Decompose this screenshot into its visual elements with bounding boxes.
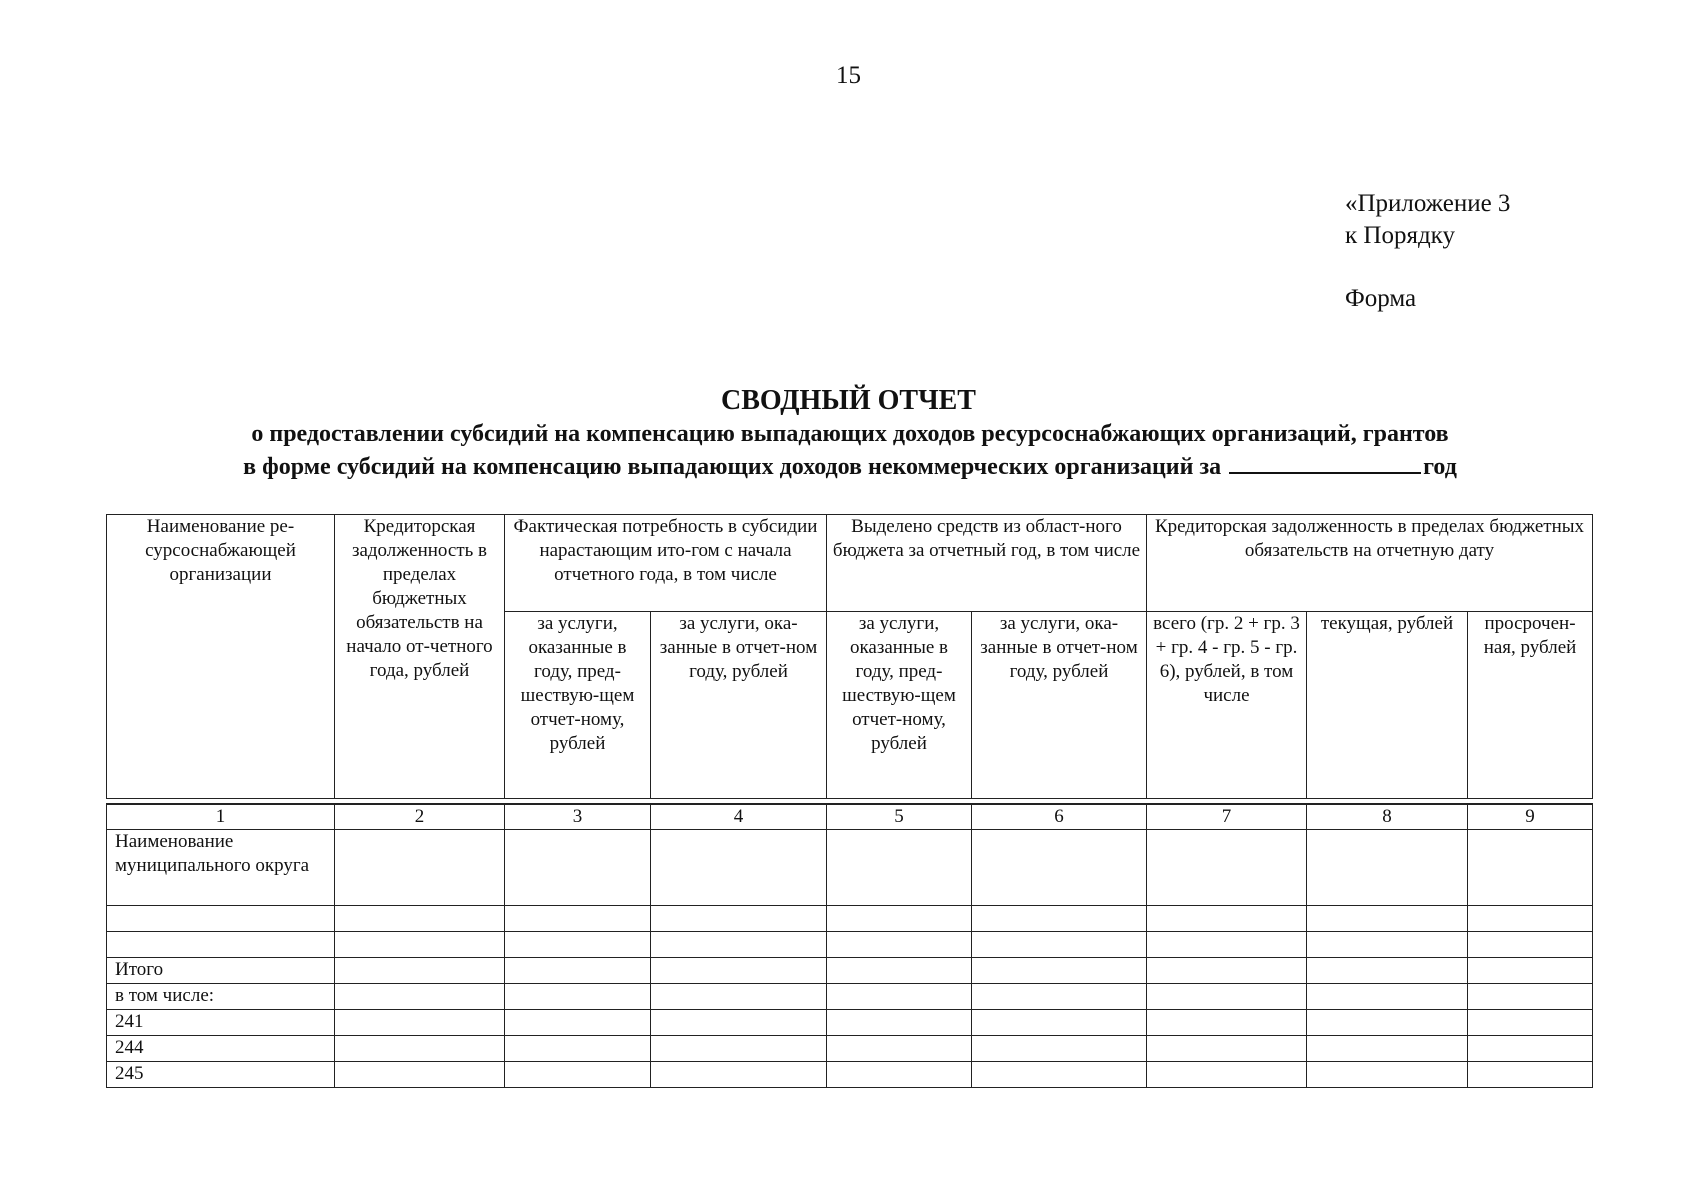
table-cell[interactable]: [1147, 958, 1307, 984]
header-group-debt-current: Кредиторская задолженность в пределах бюджетных обязательств на отчетную дату: [1147, 515, 1593, 612]
table-row: [107, 984, 1593, 1010]
table-cell[interactable]: [827, 958, 972, 984]
table-cell[interactable]: [505, 958, 651, 984]
table-cell[interactable]: [1307, 906, 1468, 932]
column-number: 7: [1147, 804, 1307, 830]
table-cell[interactable]: [972, 1010, 1147, 1036]
table-cell[interactable]: [505, 830, 651, 906]
report-body-table: [106, 803, 1593, 1088]
report-header-table: [106, 514, 1593, 799]
column-number: 4: [651, 804, 827, 830]
table-cell[interactable]: [827, 984, 972, 1010]
table-cell[interactable]: [1468, 1036, 1593, 1062]
header-group-actual-need: Фактическая потребность в субсидии нарастающим ито-гом с начала отчетного года, в том числе: [505, 515, 827, 612]
column-number: 9: [1468, 804, 1593, 830]
report-title: СВОДНЫЙ ОТЧЕТ: [721, 385, 976, 416]
table-row: [107, 1062, 1593, 1088]
table-row: [107, 1010, 1593, 1036]
header-debt-current: текущая, рублей: [1307, 612, 1468, 799]
table-cell[interactable]: [335, 1010, 505, 1036]
table-cell[interactable]: [1147, 906, 1307, 932]
table-cell[interactable]: [651, 1062, 827, 1088]
year-blank-field[interactable]: [1229, 450, 1421, 474]
table-cell[interactable]: [1147, 1010, 1307, 1036]
column-number-row: [107, 804, 1593, 830]
table-cell[interactable]: [972, 932, 1147, 958]
header-group-allocated: Выделено средств из област-ного бюджета за отчетный год, в том числе: [827, 515, 1147, 612]
table-cell[interactable]: [827, 1010, 972, 1036]
subtitle-line-1: о предоставлении субсидий на компенсацию выпадающих доходов ресурсоснабжающих организаций, грантов: [251, 421, 1449, 447]
table-cell[interactable]: [1147, 932, 1307, 958]
table-cell[interactable]: [1468, 906, 1593, 932]
header-allocated-current-year: за услуги, ока-занные в отчет-ном году, рублей: [972, 612, 1147, 799]
table-cell[interactable]: [335, 932, 505, 958]
table-cell[interactable]: [1307, 984, 1468, 1010]
subtitle-line-2-prefix: в форме субсидий на компенсацию выпадающих доходов некоммерческих организаций за: [243, 454, 1222, 480]
table-cell[interactable]: [1307, 958, 1468, 984]
table-cell[interactable]: [335, 958, 505, 984]
table-cell[interactable]: [1468, 932, 1593, 958]
column-number: 8: [1307, 804, 1468, 830]
table-cell[interactable]: [972, 958, 1147, 984]
table-cell[interactable]: [1307, 1036, 1468, 1062]
table-row: [107, 906, 1593, 932]
report-subtitle: [100, 418, 1600, 483]
table-cell[interactable]: [1468, 1062, 1593, 1088]
table-cell[interactable]: [972, 1062, 1147, 1088]
row-label-blank: [107, 906, 335, 932]
table-cell[interactable]: [1147, 1062, 1307, 1088]
appendix-line-1: «Приложение 3: [1345, 190, 1511, 217]
table-cell[interactable]: [1468, 984, 1593, 1010]
table-cell[interactable]: [651, 830, 827, 906]
table-row: [107, 830, 1593, 906]
header-actual-current-year: за услуги, ока-занные в отчет-ном году, рублей: [651, 612, 827, 799]
table-cell[interactable]: [1307, 1010, 1468, 1036]
table-cell[interactable]: [335, 984, 505, 1010]
row-label-code-244: 244: [107, 1036, 335, 1062]
table-cell[interactable]: [972, 1036, 1147, 1062]
row-label-total: Итого: [107, 958, 335, 984]
header-debt-total: всего (гр. 2 + гр. 3 + гр. 4 - гр. 5 - гр. 6), рублей, в том числе: [1147, 612, 1307, 799]
table-cell[interactable]: [1147, 984, 1307, 1010]
table-cell[interactable]: [1147, 1036, 1307, 1062]
table-cell[interactable]: [972, 906, 1147, 932]
header-debt-start: Кредиторская задолженность в пределах бюджетных обязательств на начало от-четного года, рублей: [335, 515, 505, 799]
table-cell[interactable]: [505, 1036, 651, 1062]
table-cell[interactable]: [651, 932, 827, 958]
column-number: 6: [972, 804, 1147, 830]
table-cell[interactable]: [505, 932, 651, 958]
column-number: 5: [827, 804, 972, 830]
table-cell[interactable]: [335, 1036, 505, 1062]
header-allocated-prev-year: за услуги, оказанные в году, пред-шествую-щем отчет-ному, рублей: [827, 612, 972, 799]
table-cell[interactable]: [827, 1062, 972, 1088]
appendix-line-2: к Порядку: [1345, 222, 1455, 249]
table-cell[interactable]: [827, 1036, 972, 1062]
table-cell[interactable]: [651, 906, 827, 932]
table-cell[interactable]: [1147, 830, 1307, 906]
row-label-municipal-district: Наименование муниципального округа: [107, 830, 335, 906]
appendix-reference: [1345, 188, 1510, 252]
table-cell[interactable]: [1468, 1010, 1593, 1036]
table-cell[interactable]: [505, 1010, 651, 1036]
subtitle-line-2-suffix: год: [1423, 454, 1457, 480]
table-cell[interactable]: [505, 906, 651, 932]
table-cell[interactable]: [335, 906, 505, 932]
table-cell[interactable]: [651, 958, 827, 984]
table-cell[interactable]: [1468, 830, 1593, 906]
form-label: Форма: [1345, 285, 1417, 312]
table-cell[interactable]: [505, 1062, 651, 1088]
table-cell[interactable]: [335, 1062, 505, 1088]
table-cell[interactable]: [651, 1010, 827, 1036]
table-cell[interactable]: [827, 830, 972, 906]
table-cell[interactable]: [1307, 932, 1468, 958]
table-cell[interactable]: [972, 984, 1147, 1010]
table-cell[interactable]: [505, 984, 651, 1010]
table-cell[interactable]: [827, 932, 972, 958]
table-cell[interactable]: [1468, 958, 1593, 984]
row-label-including: в том числе:: [107, 984, 335, 1010]
column-number: 2: [335, 804, 505, 830]
page-number: 15: [836, 62, 861, 89]
table-row: [107, 958, 1593, 984]
table-cell[interactable]: [651, 984, 827, 1010]
header-org-name: Наименование ре-сурсоснабжающей организации: [107, 515, 335, 799]
column-number: 1: [107, 804, 335, 830]
table-row: [107, 932, 1593, 958]
row-label-code-245: 245: [107, 1062, 335, 1088]
column-number: 3: [505, 804, 651, 830]
header-actual-prev-year: за услуги, оказанные в году, пред-шествую-щем отчет-ному, рублей: [505, 612, 651, 799]
table-cell[interactable]: [1307, 1062, 1468, 1088]
table-cell[interactable]: [972, 830, 1147, 906]
table-cell[interactable]: [827, 906, 972, 932]
table-row: [107, 1036, 1593, 1062]
table-cell[interactable]: [651, 1036, 827, 1062]
row-label-code-241: 241: [107, 1010, 335, 1036]
row-label-blank: [107, 932, 335, 958]
subtitle-line-2: [100, 450, 1600, 483]
header-debt-overdue: просрочен-ная, рублей: [1468, 612, 1593, 799]
table-cell[interactable]: [335, 830, 505, 906]
table-cell[interactable]: [1307, 830, 1468, 906]
